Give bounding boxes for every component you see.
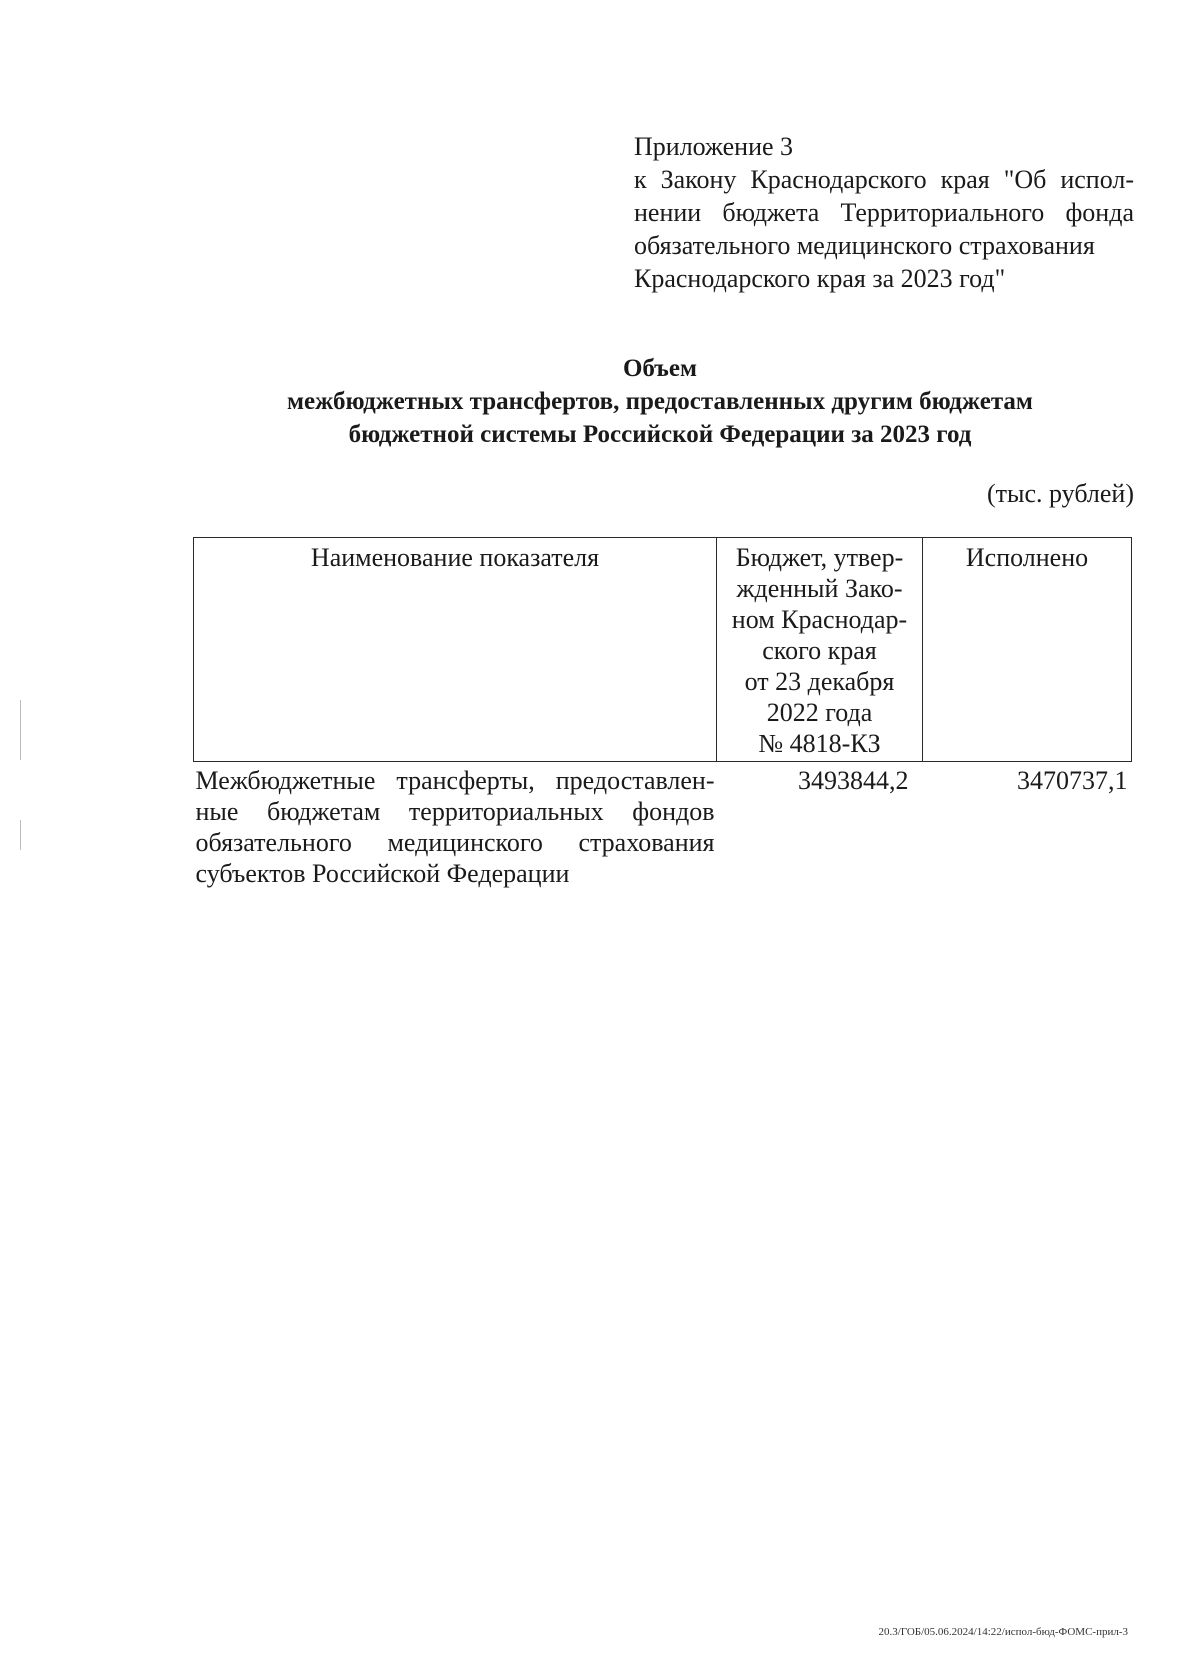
row-name-line: Межбюджетные трансферты, предоставлен- xyxy=(195,766,715,795)
footer-stamp: 20.3/ГОБ/05.06.2024/14:22/испол-бюд-ФОМС-прил-3 xyxy=(878,1626,1128,1638)
row-name-line: обязательного медицинского страхования xyxy=(195,828,715,857)
table-header-row xyxy=(194,538,1132,762)
header-executed: Исполнено xyxy=(923,538,1132,762)
scan-artifact xyxy=(20,820,21,850)
appendix-block xyxy=(634,130,1134,295)
row-executed-value: 3470737,1 xyxy=(1017,766,1128,795)
row-budget-value: 3493844,2 xyxy=(798,766,909,795)
appendix-line: обязательного медицинского страхования xyxy=(634,231,1095,260)
header-budget xyxy=(717,538,923,762)
header-budget-line: № 4818-КЗ xyxy=(758,729,881,758)
units-label: (тыс. рублей) xyxy=(986,479,1134,508)
row-name-line: субъектов Российской Федерации xyxy=(195,859,570,888)
table-row xyxy=(194,762,1132,890)
header-budget-line: Бюджет, утвер- xyxy=(735,543,904,572)
title-line: бюджетной системы Российской Федерации за 2023 год xyxy=(348,421,972,448)
row-name-line: ные бюджетам территориальных фондов xyxy=(195,797,715,826)
appendix-line: Приложение 3 xyxy=(634,132,794,161)
appendix-line: Краснодарского края за 2023 год" xyxy=(634,264,1006,293)
header-budget-line: от 23 декабря xyxy=(744,667,895,696)
document-title xyxy=(150,352,1170,451)
scan-artifact xyxy=(20,700,21,760)
row-name xyxy=(194,762,717,890)
appendix-line: к Закону Краснодарского края "Об испол- xyxy=(634,165,1134,194)
title-line: Объем xyxy=(622,355,698,382)
title-line: межбюджетных трансфертов, предоставленных другим бюджетам xyxy=(287,388,1033,415)
header-budget-line: ского края xyxy=(762,636,877,665)
appendix-line: нении бюджета Территориального фонда xyxy=(634,198,1134,227)
header-budget-line: ном Краснодар- xyxy=(731,605,908,634)
header-budget-line: 2022 года xyxy=(766,698,873,727)
header-budget-line: жденный Зако- xyxy=(736,574,903,603)
header-name: Наименование показателя xyxy=(194,538,717,762)
transfers-table xyxy=(193,537,1132,889)
